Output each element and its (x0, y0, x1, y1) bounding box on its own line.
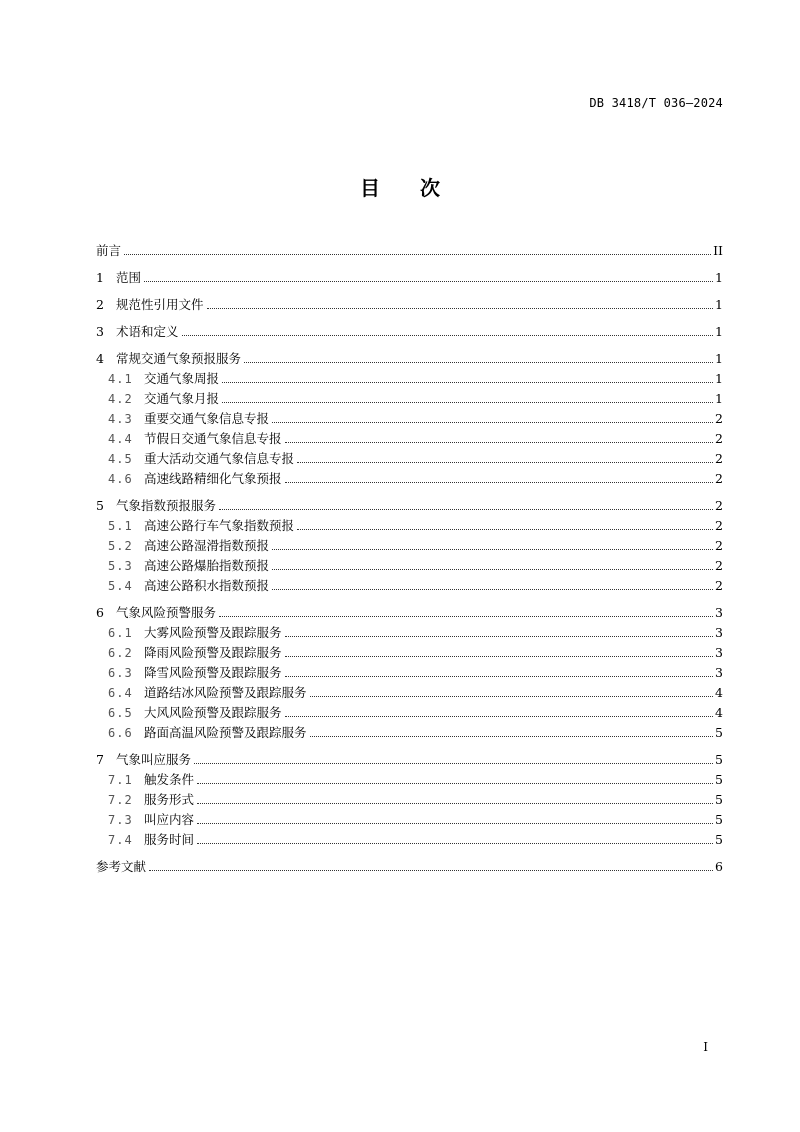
toc-entry-page: 5 (715, 792, 723, 807)
toc-entry-number: 7.1 (108, 773, 133, 787)
toc-dot-leader (222, 402, 713, 403)
toc-entry-number: 5.3 (108, 559, 133, 573)
toc-entry-number: 7 (96, 752, 104, 767)
toc-entry-label: 道路结冰风险预警及跟踪服务 (144, 685, 307, 700)
toc-entry-label: 降雪风险预警及跟踪服务 (144, 665, 282, 680)
toc-entry-label: 重大活动交通气象信息专报 (144, 451, 295, 466)
toc-entry-label: 触发条件 (144, 772, 195, 787)
toc-entry-page: 1 (715, 371, 723, 386)
toc-entry[interactable] (96, 725, 723, 741)
toc-entry-page: 4 (715, 705, 723, 720)
toc-entry-number: 4.6 (108, 472, 133, 486)
toc-entry-page: 5 (715, 725, 723, 740)
toc-entry-label: 路面高温风险预警及跟踪服务 (144, 725, 307, 740)
toc-entry-label: 高速公路湿滑指数预报 (144, 538, 270, 553)
toc-dot-leader (219, 616, 713, 617)
toc-entry[interactable] (96, 391, 723, 407)
toc-entry-label: 高速公路爆胎指数预报 (144, 558, 270, 573)
toc-entry-label: 交通气象周报 (144, 371, 220, 386)
toc-entry-number: 6.2 (108, 646, 133, 660)
toc-entry-number: 4 (96, 351, 104, 366)
toc-entry-number: 6 (96, 605, 104, 620)
toc-dot-leader (207, 308, 713, 309)
toc-dot-leader (285, 442, 713, 443)
toc-entry-label: 气象指数预报服务 (116, 498, 217, 513)
toc-entry-number: 7.3 (108, 813, 133, 827)
toc-entry-page: 2 (715, 578, 723, 593)
toc-entry-page: 3 (715, 625, 723, 640)
toc-entry-label: 气象叫应服务 (116, 752, 192, 767)
page-number: I (703, 1040, 708, 1054)
toc-entry[interactable] (96, 685, 723, 701)
toc-entry[interactable] (96, 270, 723, 286)
toc-entry[interactable] (96, 518, 723, 534)
toc-entry-label: 气象风险预警服务 (116, 605, 217, 620)
toc-dot-leader (197, 803, 713, 804)
toc-entry[interactable] (96, 558, 723, 574)
toc-entry-label: 范围 (116, 270, 142, 285)
toc-entry-number: 4.2 (108, 392, 133, 406)
toc-entry-page: 1 (715, 351, 723, 366)
toc-entry-number: 2 (96, 297, 104, 312)
toc-entry[interactable] (96, 324, 723, 340)
toc-entry-page: 3 (715, 605, 723, 620)
toc-entry-number: 6.5 (108, 706, 133, 720)
toc-entry[interactable] (96, 792, 723, 808)
toc-entry-label: 叫应内容 (144, 812, 195, 827)
toc-entry-number: 7.2 (108, 793, 133, 807)
toc-entry[interactable] (96, 351, 723, 367)
toc-dot-leader (297, 462, 713, 463)
toc-entry-label: 交通气象月报 (144, 391, 220, 406)
toc-dot-leader (310, 696, 713, 697)
toc-dot-leader (310, 736, 713, 737)
toc-entry-number: 6.4 (108, 686, 133, 700)
toc-entry-page: 2 (715, 498, 723, 513)
toc-entry-page: 2 (715, 451, 723, 466)
toc-dot-leader (272, 569, 713, 570)
toc-entry-label: 重要交通气象信息专报 (144, 411, 270, 426)
toc-entry[interactable] (96, 772, 723, 788)
toc-entry-page: 1 (715, 270, 723, 285)
toc-dot-leader (285, 482, 713, 483)
toc-entry-page: 2 (715, 411, 723, 426)
toc-entry-number: 4.5 (108, 452, 133, 466)
toc-entry-number: 5 (96, 498, 104, 513)
toc-dot-leader (272, 549, 713, 550)
toc-entry-label: 高速公路积水指数预报 (144, 578, 270, 593)
toc-entry[interactable] (96, 705, 723, 721)
toc-entry-label: 参考文献 (96, 859, 147, 874)
toc-entry[interactable] (96, 411, 723, 427)
toc-entry[interactable] (96, 578, 723, 594)
toc-entry-page: 1 (715, 297, 723, 312)
toc-entry[interactable] (96, 859, 723, 875)
toc-entry-page: 1 (715, 391, 723, 406)
toc-dot-leader (144, 281, 713, 282)
toc-entry-label: 大雾风险预警及跟踪服务 (144, 625, 282, 640)
toc-dot-leader (297, 529, 713, 530)
toc-entry-number: 5.2 (108, 539, 133, 553)
toc-dot-leader (194, 763, 713, 764)
toc-entry-page: 5 (715, 812, 723, 827)
toc-entry-number: 4.1 (108, 372, 133, 386)
toc-entry-page: 4 (715, 685, 723, 700)
toc-entry[interactable] (96, 243, 723, 259)
toc-dot-leader (272, 422, 713, 423)
toc-entry-label: 前言 (96, 243, 122, 258)
toc-dot-leader (124, 254, 711, 255)
toc-entry[interactable] (96, 498, 723, 514)
toc-entry-page: 6 (715, 859, 723, 874)
toc-dot-leader (197, 783, 713, 784)
toc-entry-number: 3 (96, 324, 104, 339)
toc-dot-leader (244, 362, 713, 363)
toc-entry-number: 5.1 (108, 519, 133, 533)
toc-entry-page: 5 (715, 832, 723, 847)
toc-entry-number: 6.1 (108, 626, 133, 640)
toc-dot-leader (182, 335, 713, 336)
toc-entry-page: 1 (715, 324, 723, 339)
toc-entry-page: II (713, 243, 723, 258)
toc-dot-leader (285, 716, 713, 717)
toc-entry-label: 节假日交通气象信息专报 (144, 431, 282, 446)
table-of-contents (96, 243, 723, 875)
toc-entry[interactable] (96, 832, 723, 848)
toc-entry-number: 6.6 (108, 726, 133, 740)
toc-dot-leader (149, 870, 713, 871)
toc-dot-leader (222, 382, 713, 383)
toc-entry-label: 规范性引用文件 (116, 297, 204, 312)
toc-entry-page: 2 (715, 471, 723, 486)
toc-entry[interactable] (96, 538, 723, 554)
toc-entry-page: 2 (715, 518, 723, 533)
toc-entry-label: 高速公路行车气象指数预报 (144, 518, 295, 533)
toc-dot-leader (197, 823, 713, 824)
toc-entry[interactable] (96, 665, 723, 681)
toc-dot-leader (272, 589, 713, 590)
toc-entry[interactable] (96, 451, 723, 467)
toc-entry[interactable] (96, 605, 723, 621)
toc-entry-page: 3 (715, 665, 723, 680)
toc-entry-page: 2 (715, 538, 723, 553)
toc-entry-label: 常规交通气象预报服务 (116, 351, 242, 366)
toc-entry[interactable] (96, 812, 723, 828)
toc-dot-leader (285, 636, 713, 637)
toc-entry-number: 4.4 (108, 432, 133, 446)
toc-entry[interactable] (96, 431, 723, 447)
toc-entry[interactable] (96, 645, 723, 661)
toc-entry-number: 7.4 (108, 833, 133, 847)
toc-entry[interactable] (96, 471, 723, 487)
toc-entry-label: 服务时间 (144, 832, 195, 847)
toc-entry-page: 3 (715, 645, 723, 660)
toc-entry-label: 高速线路精细化气象预报 (144, 471, 282, 486)
toc-entry-label: 降雨风险预警及跟踪服务 (144, 645, 282, 660)
toc-dot-leader (285, 676, 713, 677)
document-code: DB 3418/T 036—2024 (589, 96, 723, 110)
toc-entry[interactable] (96, 752, 723, 768)
toc-entry-label: 大风风险预警及跟踪服务 (144, 705, 282, 720)
toc-entry-page: 2 (715, 558, 723, 573)
toc-entry-number: 5.4 (108, 579, 133, 593)
toc-entry[interactable] (96, 625, 723, 641)
toc-entry[interactable] (96, 371, 723, 387)
toc-dot-leader (219, 509, 713, 510)
toc-entry-number: 4.3 (108, 412, 133, 426)
toc-dot-leader (285, 656, 713, 657)
toc-entry-number: 6.3 (108, 666, 133, 680)
toc-entry-label: 术语和定义 (116, 324, 179, 339)
toc-entry-number: 1 (96, 270, 104, 285)
toc-entry-page: 5 (715, 772, 723, 787)
toc-entry-page: 2 (715, 431, 723, 446)
toc-entry-label: 服务形式 (144, 792, 195, 807)
page-title: 目次 (360, 176, 480, 200)
toc-entry[interactable] (96, 297, 723, 313)
toc-entry-page: 5 (715, 752, 723, 767)
toc-dot-leader (197, 843, 713, 844)
